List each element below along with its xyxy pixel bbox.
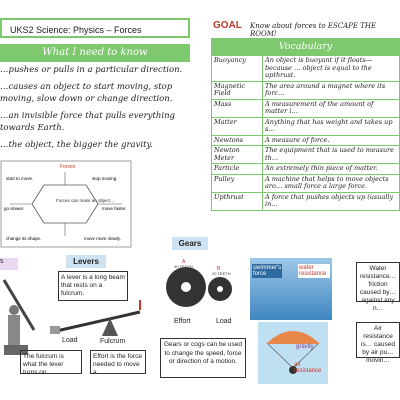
gear-b-letter: B — [217, 266, 221, 272]
lever-load-label: Load — [62, 337, 78, 344]
vocab-term: Newtons — [212, 135, 263, 146]
vocabulary-heading: Vocabulary — [211, 38, 400, 55]
table-row — [212, 99, 400, 117]
table-row — [212, 192, 400, 210]
water-resistance-definition: Water resistance… friction caused by… against any n… — [356, 262, 400, 302]
vocab-term: Upthrust — [212, 192, 263, 210]
table-row — [212, 146, 400, 164]
table-row — [212, 135, 400, 146]
gear-a-letter: A — [182, 259, 186, 265]
vocab-term: Particle — [212, 164, 263, 175]
table-row — [212, 81, 400, 99]
parachute-picture — [258, 322, 328, 384]
vocab-def: A machine that helps to move objects aro… small force a large force. — [263, 174, 400, 192]
bullet-2: …causes an object to start moving, stop moving, slow down or change direction. — [0, 82, 173, 104]
goal-logo: GOAL — [213, 20, 242, 31]
diagram-label-slower: go slower. — [4, 206, 25, 211]
gear-effort-label: Effort — [174, 318, 191, 325]
gear-b-teeth: 20 TEETH — [212, 271, 231, 276]
parachute-icon — [258, 322, 328, 384]
gears-label: Gears — [172, 237, 208, 250]
vocabulary-table — [211, 38, 400, 211]
diagram-title: Forces — [60, 164, 76, 170]
bullet-3: …an invisible force that pulls everything towards Earth. — [0, 111, 175, 133]
swimmer-picture — [250, 258, 332, 320]
table-row — [212, 117, 400, 135]
effort-definition: Effort is the force needed to move a — [90, 350, 146, 374]
lever-diagram — [40, 298, 150, 348]
vocab-def: An object is buoyant if it floats—because … object is equal to the upthrust. — [263, 56, 400, 82]
gears-definition: Gears or cogs can be used to change the speed, force or direction of a motion. — [160, 338, 246, 378]
table-row — [212, 174, 400, 192]
vocab-def: A force that pushes objects up (usually in… — [263, 192, 400, 210]
forces-diagram — [0, 160, 132, 248]
vocab-term: Magnetic Field — [212, 81, 263, 99]
table-row — [212, 164, 400, 175]
diagram-label-start: start to move. — [6, 176, 34, 181]
vocab-term: Newton Meter — [212, 146, 263, 164]
goal-text: Know about forces to ESCAPE THE ROOM! — [250, 22, 377, 38]
diagram-label-stop: stop moving. — [92, 176, 118, 181]
gravity-label: gravity — [296, 344, 314, 350]
swimmer-force-label: swimmer's force — [253, 265, 282, 277]
lever-definition: A lever is a long beam that rests on a fulcrum. — [58, 271, 128, 301]
vocab-def: An extremely thin piece of matter. — [263, 164, 400, 175]
vocab-def: The area around a magnet where its forc… — [263, 81, 400, 99]
gears-diagram — [162, 255, 252, 330]
bullet-1: …pushes or pulls in a particular direction. — [0, 65, 183, 75]
vocab-term: Pulley — [212, 174, 263, 192]
vocab-def: Anything that has weight and takes up s… — [263, 117, 400, 135]
knowledge-bullets — [0, 64, 200, 156]
air-resistance-label: air resistance — [294, 362, 322, 374]
lever-fulcrum-label: Fulcrum — [100, 338, 126, 345]
air-resistance-definition: Air resistance is… caused by air pu… movin… — [356, 322, 400, 358]
levers-label: Levers — [66, 255, 106, 268]
fulcrum-definition: The fulcrum is what the lever turns on. — [20, 350, 82, 374]
gear-a-teeth: 40 TEETH — [174, 264, 193, 269]
need-to-know-heading: What I need to know — [0, 44, 190, 62]
diagram-label-slowly: move more slowly. — [84, 236, 121, 241]
vocab-term: Buoyancy — [212, 56, 263, 82]
diagram-center: Forces can make an object… — [56, 198, 115, 203]
diagram-label-shape: change its shape. — [6, 236, 42, 241]
worksheet-title: UKS2 Science: Physics – Forces — [0, 18, 190, 38]
vocab-def: A measure of force. — [263, 135, 400, 146]
bullet-4: …the object, the bigger the gravity. — [0, 140, 153, 150]
vocab-def: A measurement of the amount of matter i… — [263, 99, 400, 117]
vocab-term: Matter — [212, 117, 263, 135]
table-row — [212, 56, 400, 82]
diagram-label-faster: move faster. — [102, 206, 127, 211]
vocab-def: The equipment that is used to measure th… — [263, 146, 400, 164]
section-tag: s — [0, 258, 18, 270]
water-resistance-label: water resistance — [298, 264, 330, 278]
vocabulary-rows — [211, 55, 400, 211]
gear-load-label: Load — [216, 318, 232, 325]
vocab-term: Mass — [212, 99, 263, 117]
